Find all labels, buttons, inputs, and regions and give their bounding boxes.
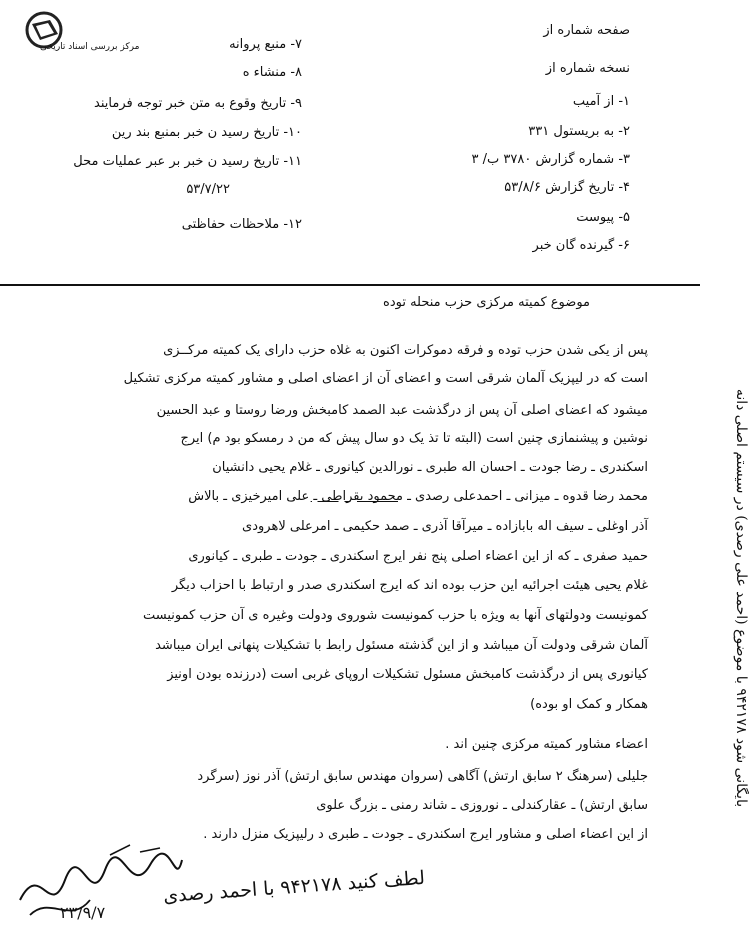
body-line: همکار و کمک او بوده) (530, 697, 648, 712)
header-right-line: ۵- پیوست (576, 210, 630, 225)
body-line: جلیلی (سرهنگ ۲ سابق ارتش) آگاهی (سروان مهندس سابق ارتش) آذر نوز (سرگرد (197, 769, 648, 784)
margin-note: بایگانی شود ۹۴۲۱۷۸ با موضوع (احمد علی رصدی) در سیستم اصلی دانه (732, 388, 749, 808)
body-line: کیانوری پس از درگذشت کامبخش مسئول تشکیلات اروپای غربی است (درزنده بودن اونیز (167, 667, 648, 682)
body-line: آذر اوغلی ـ سیف اله بابازاده ـ میرآقا آذری ـ صمد حکیمی ـ امرعلی لاهرودی (242, 519, 648, 534)
body-line: اعضاء مشاور کمیته مرکزی چنین اند . (445, 737, 648, 752)
body-line: آلمان شرقی ودولت آن میباشد و از این گذشته مسئول رابط با تشکیلات پنهانی ایران میباشد (155, 638, 648, 653)
body-line: غلام یحیی هیئت اجرائیه این حزب بوده اند که ایرج اسکندری صدر و ارتباط با احزاب دیگر (171, 578, 648, 593)
body-line: حمید صفری ـ که از این اعضاء اصلی پنج نفر ایرج اسکندری ـ جودت ـ طبری ـ کیانوری (188, 549, 648, 564)
body-line: محمد رضا قدوه ـ میزانی ـ احمدعلی رصدی ـ محمود بقراطی ـ علی امیرخیزی ـ بالاش (188, 489, 648, 504)
header-right-line: ۴- تاریخ گزارش ۵۳/۸/۶ (504, 180, 630, 195)
header-left-line: ۸- منشاء ه (242, 65, 302, 80)
header-divider (0, 284, 700, 286)
header-left-line: ۱۰- تاریخ رسید ن خبر بمنبع بند رین (111, 125, 302, 140)
header-right-line: نسخه شماره از (545, 61, 630, 76)
subject-line: موضوع کمیته مرکزی حزب منحله توده (383, 295, 590, 310)
body-line: سابق ارتش) ـ عقارکندلی ـ نوروزی ـ شاند رمنی ـ بزرگ علوی (316, 798, 648, 813)
header-left-line: ۹- تاریخ وقوع به متن خبر توجه فرمایند (94, 96, 302, 111)
body-line: پس از یکی شدن حزب توده و فرقه دموکرات اکنون به غلاه حزب دارای یک کمیته مرکــزی (163, 343, 648, 358)
header-right-line: ۱- از آمیب (572, 94, 630, 109)
handwritten-date: ۲۳/۹/۷ (60, 903, 106, 922)
header-left-line: ۱۱- تاریخ رسید ن خبر بر عبر عملیات محل (73, 154, 302, 169)
header-right-line: ۲- به بریستول ۳۳۱ (528, 124, 630, 139)
body-line: کمونیست ودولتهای آنها به ویژه با حزب کمونیست شوروی ودولت وغیره ی آن حزب کمونیست (142, 608, 648, 623)
header-right-line: ۶- گیرنده گان خبر (532, 238, 630, 253)
header-left-line: ۵۳/۷/۲۲ (186, 182, 230, 197)
body-line: است که در لیپزیک آلمان شرقی است و اعضای آن از اعضای اصلی و مشاور کمیته مرکزی تشکیل (123, 371, 648, 386)
header-right-line: صفحه شماره از (543, 23, 630, 38)
body-line: نوشین و پیشنمازی چنین است (البته تا تذ یک دو سال پیش که من د رمسکو بود م) ایرج (180, 431, 648, 446)
body-line: میشود که اعضای اصلی آن پس از درگذشت عبد الصمد کامبخش ورضا روستا و عبد الحسین (156, 403, 648, 418)
header-left-line: ۷- منبع پروانه (229, 37, 302, 52)
handwritten-footer-note: لطف کنید ۹۴۲۱۷۸ با احمد رصدی (162, 866, 426, 908)
body-line: از این اعضاء اصلی و مشاور ایرج اسکندری ـ جودت ـ طبری د رلیپزیک منزل دارند . (203, 827, 648, 842)
body-line: اسکندری ـ رضا جودت ـ احسان اله طبری ـ نورالدین کیانوری ـ غلام یحیی دانشیان (212, 460, 648, 475)
header-left-line: ۱۲- ملاحظات حفاظتی (181, 217, 302, 232)
archive-logo-caption: مرکز بررسی اسناد تاریخی (40, 42, 140, 52)
underlined-name (311, 490, 398, 503)
header-right-line: ۳- شماره گزارش ۳۷۸۰ ب/ ۳ (471, 152, 630, 167)
